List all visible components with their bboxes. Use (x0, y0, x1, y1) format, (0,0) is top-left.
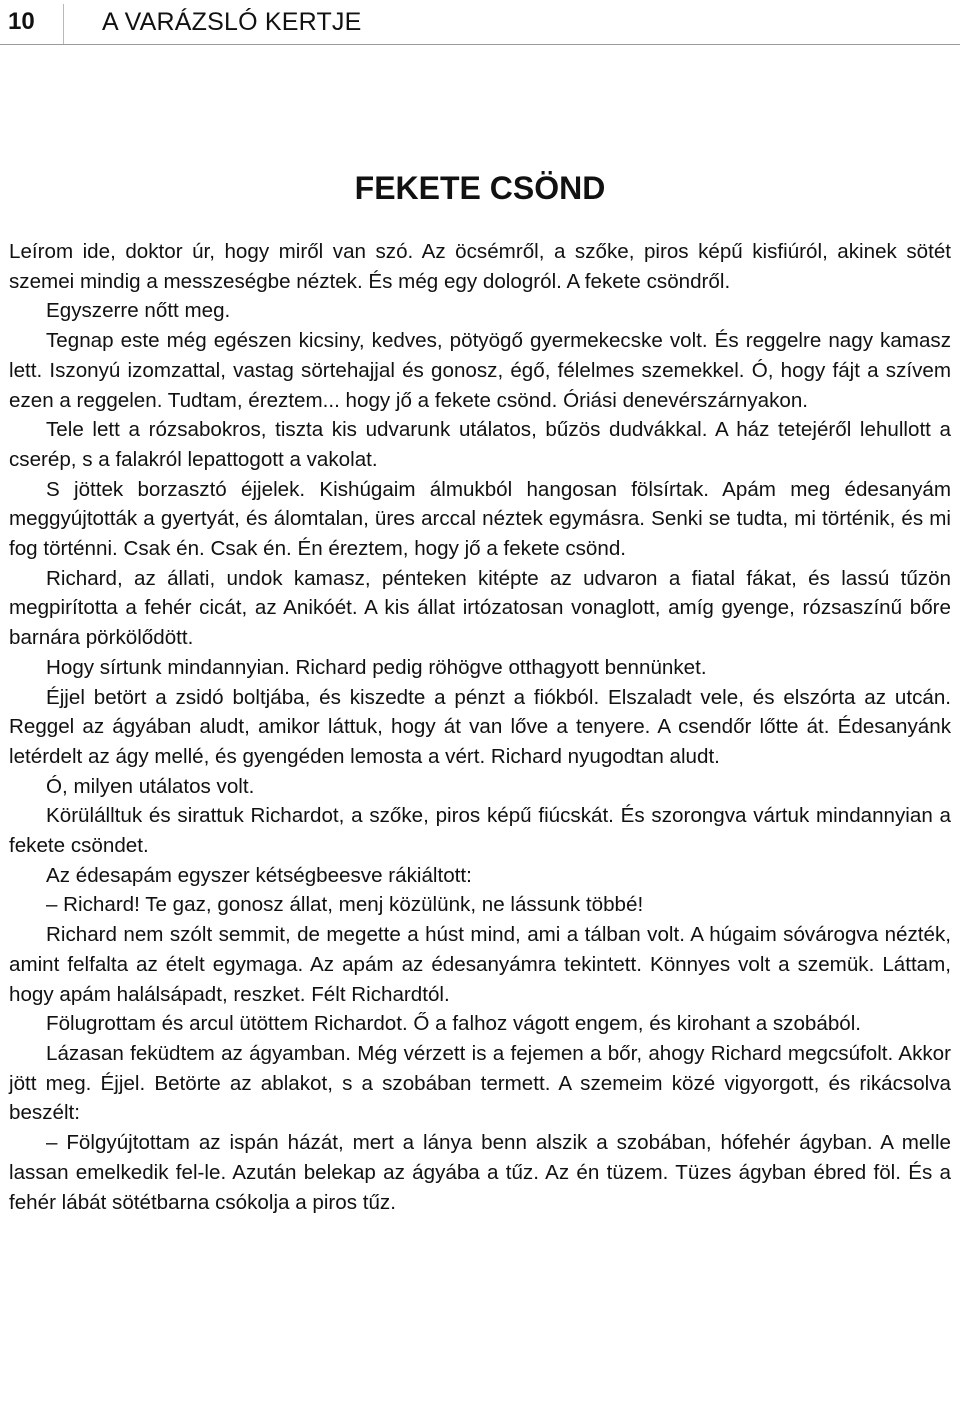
paragraph: Éjjel betört a zsidó boltjába, és kiszedte a pénzt a fiókból. Elszaladt vele, és elszórta az utcán. Reggel az ágyában aludt, amikor láttuk, hogy át van lőve a tenyere. A csendőr lőtte át. Édesanyánk letérdelt az ágy mellé, és gyengéden lemosta a vért. Richard nyugodtan aludt. (9, 685, 951, 768)
paragraph: Leírom ide, doktor úr, hogy miről van szó. Az öcsémről, a szőke, piros képű kisfiúról, akinek sötét szemei mindig a messzeségbe néztek. És még egy dologról. A fekete csöndről. (9, 240, 951, 293)
page-number: 10 (8, 8, 35, 35)
paragraph: Hogy sírtunk mindannyian. Richard pedig röhögve otthagyott bennünket. (46, 655, 707, 679)
dialogue-paragraph: – Richard! Te gaz, gonosz állat, menj közülünk, ne lássunk többé! (46, 893, 644, 917)
paragraph: Körülálltuk és sirattuk Richardot, a szőke, piros képű fiúcskát. És szorongva vártuk mindannyian a fekete csöndet. (9, 804, 951, 858)
paragraph: Tegnap este még egészen kicsiny, kedves, pötyögő gyermekecske volt. És reggelre nagy kamasz lett. Iszonyú izomzattal, vastag sörtehajjal és gonosz, égő, félelmes szemekkel. Ó, hogy fájt a szívem ezen a reggelen. Tudtam, éreztem... hogy jő a fekete csönd. Óriási denevérszárnyakon. (9, 329, 951, 412)
chapter-title: FEKETE CSÖND (354, 170, 606, 206)
paragraph: Egyszerre nőtt meg. (46, 299, 231, 323)
chapter-body (9, 237, 951, 1217)
paragraph: Lázasan feküdtem az ágyamban. Még vérzett is a fejemen a bőr, ahogy Richard megcsúfolt. Akkor jött meg. Éjjel. Betörte az ablakot, s a szobában termett. A szemeim közé vigyorgott, és rikácsolva beszélt: (9, 1041, 951, 1125)
paragraph: Richard, az állati, undok kamasz, pénteken kitépte az udvaron a fiatal fákat, és lassú tűzön megpirította a fehér cicát, az Anikóét. A kis állat irtózatosan vonaglott, amíg gyenge, rózsaszínű bőre barnára pörkölődött. (9, 566, 951, 650)
running-header (0, 0, 960, 45)
paragraph: Az édesapám egyszer kétségbeesve rákiáltott: (46, 863, 472, 887)
paragraph: S jöttek borzasztó éjjelek. Kishúgaim álmukból hangosan fölsírtak. Apám meg édesanyám meggyújtották a gyertyát, és álomtalan, üres arccal néztek egymásra. Senki se tudta, mi történik, és mi fog történni. Csak én. Csak én. Én éreztem, hogy jő a fekete csönd. (9, 477, 951, 561)
book-title: A VARÁZSLÓ KERTJE (102, 8, 362, 36)
paragraph: Richard nem szólt semmit, de megette a húst mind, ami a tálban volt. A húgaim sóvárogva nézték, amint felfalta az ételt egymaga. Az apám az édesanyámra tekintett. Könnyes volt a szemük. Láttam, hogy apám halálsápadt, reszket. Félt Richardtól. (9, 923, 951, 1006)
paragraph: Tele lett a rózsabokros, tiszta kis udvarunk utálatos, bűzös dudvákkal. A ház tetejéről lehullott a cserép, s a falakról lepattogott a vakolat. (9, 418, 951, 471)
paragraph: Fölugrottam és arcul ütöttem Richardot. Ő a falhoz vágott engem, és kirohant a szobából. (46, 1012, 862, 1036)
paragraph: Ó, milyen utálatos volt. (46, 774, 255, 798)
dialogue-paragraph: – Fölgyújtottam az ispán házát, mert a lánya benn alszik a szobában, hófehér ágyban. A melle lassan emelkedik fel-le. Azután belekap az ágyába a tűz. Az én tüzem. Tüzes ágyban ébred föl. És a fehér lábát sötétbarna csókolja a piros tűz. (9, 1131, 951, 1214)
header-divider (63, 4, 64, 44)
